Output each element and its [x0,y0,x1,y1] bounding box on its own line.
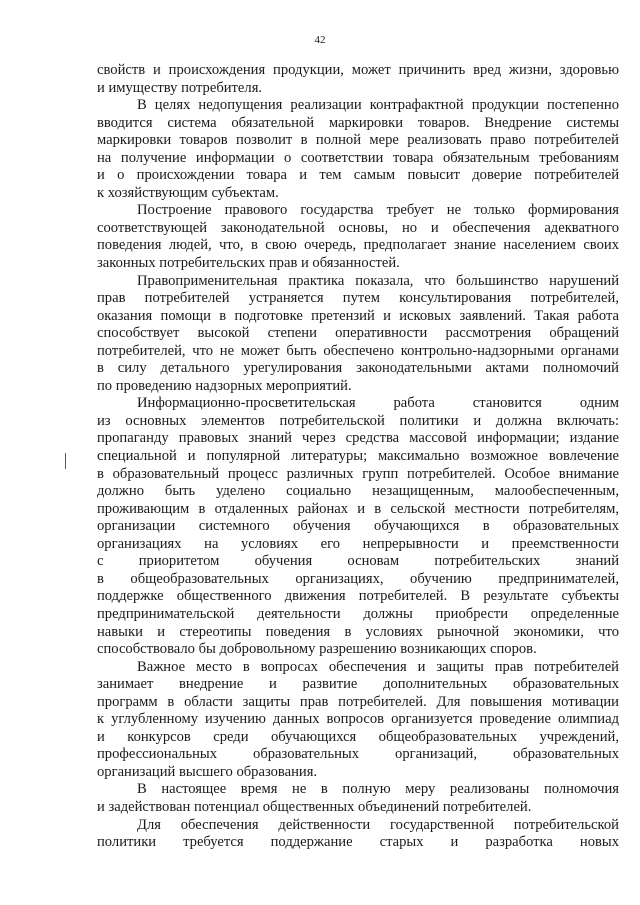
body-text [97,62,619,852]
text-line: в общеобразовательных организациях, обучению предпринимателей, [97,570,619,587]
text-line: Правоприменительная практика показала, что большинство нарушений [137,272,619,289]
text-line: к углубленному изучению данных вопросов организуется проведение олимпиад [97,711,619,728]
text-line: и имуществу потребителя. [97,79,263,96]
text-line: потребителей, что не может быть обеспечено контрольно-надзорными органами [97,342,619,359]
text-line: и конкурсов среди обучающихся общеобразовательных учреждений, [97,728,619,745]
text-line: Построение правового государства требует не только формирования [137,202,619,219]
text-line: поддержке общественного движения потребителей. В результате субъекты [97,588,619,605]
text-line: маркировки товаров позволит в полной мере реализовать право потребителей [97,132,619,149]
text-line: организации системного обучения обучающихся в образовательных [97,518,619,535]
text-line: прав потребителей устраняется путем консультирования потребителей, [97,290,619,307]
text-line: Важное место в вопросах обеспечения и защиты прав потребителей [137,658,619,675]
paragraph [97,781,619,816]
text-line: в образовательный процесс различных групп потребителей. Особое внимание [97,465,619,482]
text-line: проживающим в отдаленных районах и в сельской местности потребителям, [97,500,619,517]
paragraph [97,817,619,852]
text-line: Для обеспечения действенности государственной потребительской [137,816,619,833]
text-line: занимает внедрение и развитие дополнительных образовательных [97,676,619,693]
text-line: оказания помощи в подготовке претензий и исковых заявлений. Такая работа [97,307,619,324]
text-line: организациях на условиях его непрерывности и преемственности [97,535,619,552]
text-line: свойств и происхождения продукции, может причинить вред жизни, здоровью [97,62,619,78]
text-line: В целях недопущения реализации контрафактной продукции постепенно [137,97,619,114]
text-line: соответствующей законодательной основы, но и обеспечения адекватного [97,219,619,236]
text-line: из основных элементов потребительской политики и должна включать: [97,412,619,429]
text-line: специальной и популярной литературы; максимально возможное вовлечение [97,448,619,465]
text-line: к хозяйствующим субъектам. [97,184,279,201]
paragraph [97,97,619,202]
paragraph [97,62,619,97]
text-line: законных потребительских прав и обязанностей. [97,255,400,272]
margin-mark [65,453,66,469]
text-line: в силу детального урегулирования законодательными актами полномочий [97,360,619,377]
text-line: и о происхождении товара и тем самым повысит доверие потребителей [97,167,619,184]
paragraph [97,273,619,396]
paragraph [97,659,619,782]
text-line: должно быть уделено социально незащищенным, малообеспеченным, [97,483,619,500]
text-line: пропаганду правовых знаний через средства массовой информации; издание [97,430,619,447]
text-line: поведения людей, что, в свою очередь, предполагает знание населением своих [97,237,619,254]
text-line: по проведению надзорных мероприятий. [97,377,352,394]
page-number: 42 [314,34,326,46]
text-line: профессиональных образовательных организаций, образовательных [97,746,619,763]
text-line: навыки и стереотипы поведения в условиях рыночной экономики, что [97,623,619,640]
text-line: Информационно-просветительская работа становится одним [137,395,619,412]
text-line: способствует высокой степени оперативности рассмотрения обращений [97,325,619,342]
text-line: организаций высшего образования. [97,763,318,780]
text-line: В настоящее время не в полную меру реализованы полномочия [137,781,619,798]
text-line: с приоритетом обучения основам потребительских знаний [97,553,619,570]
text-line: способствовало бы добровольному разрешению возникающих споров. [97,641,537,658]
text-line: и задействован потенциал общественных объединений потребителей. [97,798,532,815]
text-line: программ в области защиты прав потребителей. Для повышения мотивации [97,693,619,710]
paragraph [97,395,619,658]
paragraph [97,202,619,272]
text-line: на получение информации о соответствии товара обязательным требованиям [97,149,619,166]
text-line: политики требуется поддержание старых и разработка новых [97,834,619,851]
text-line: вводится система обязательной маркировки товаров. Внедрение системы [97,114,619,131]
text-line: предпринимательской деятельности должны приобрести определенные [97,605,619,622]
